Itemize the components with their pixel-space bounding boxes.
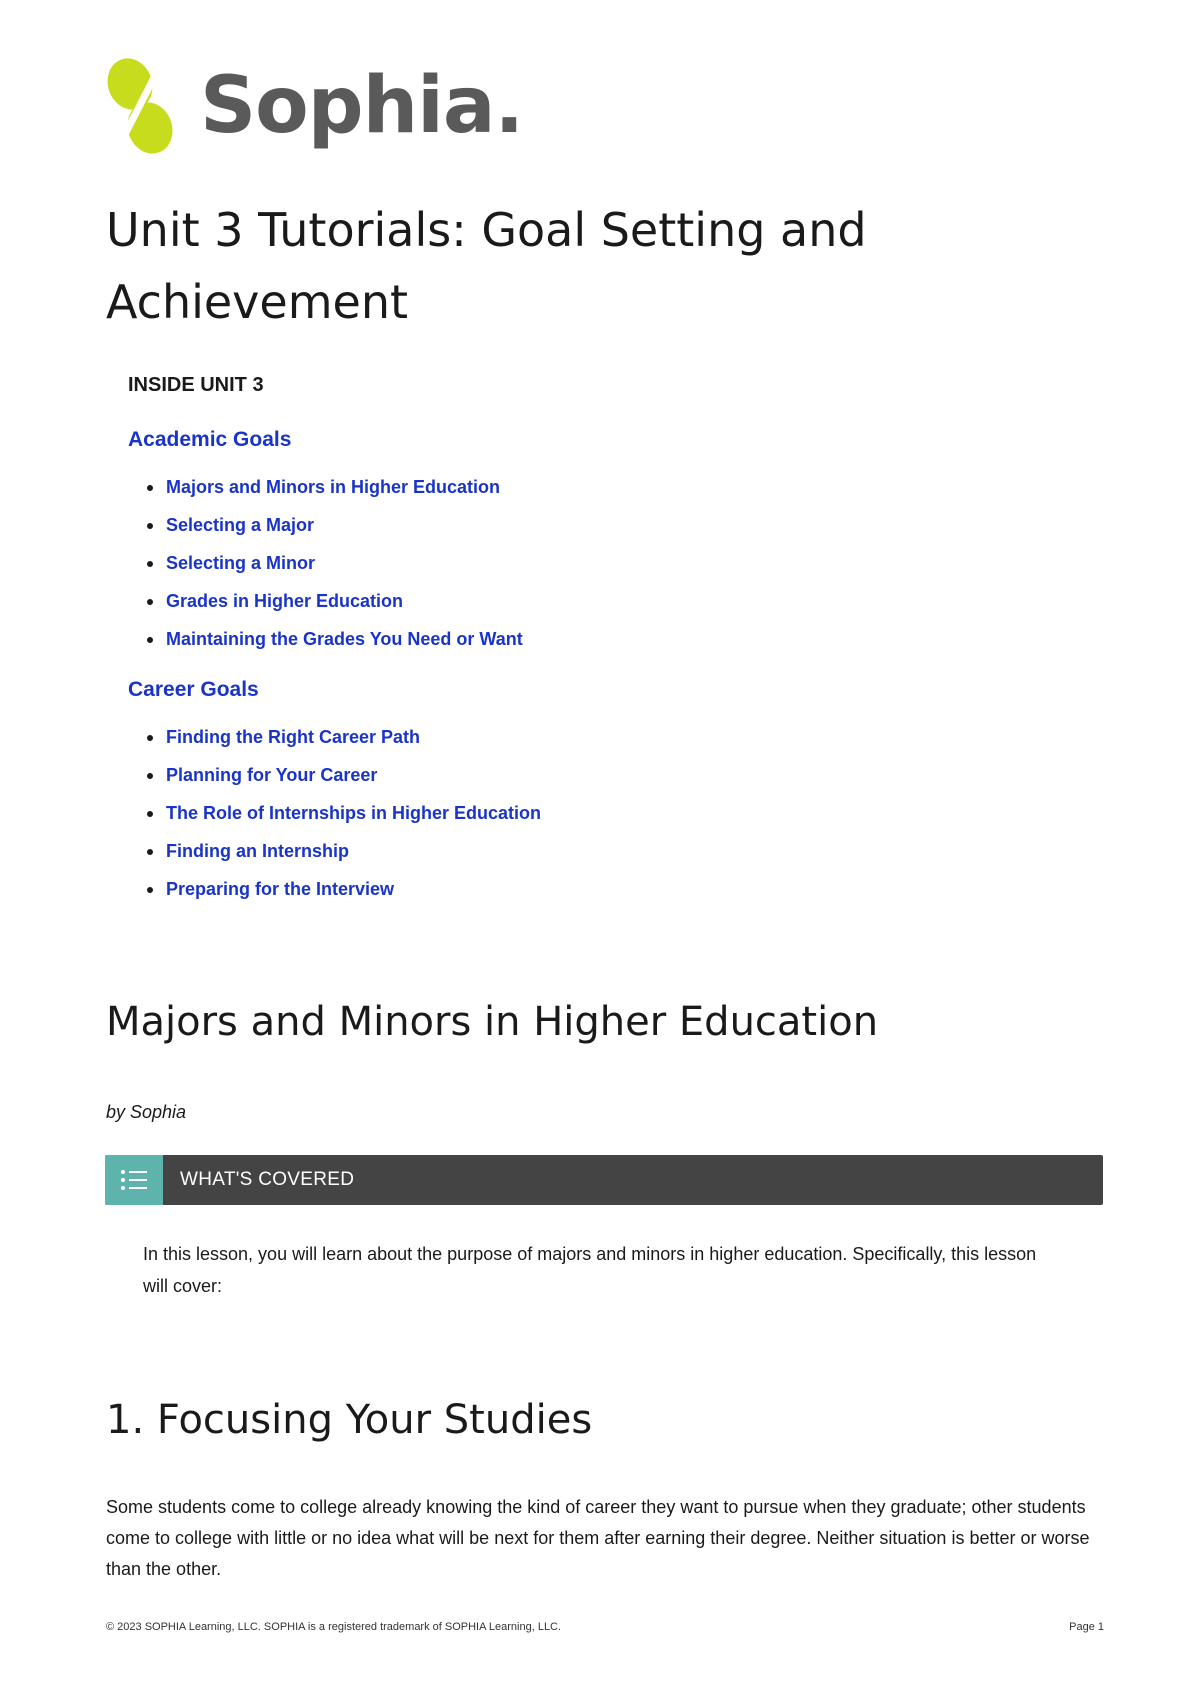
toc-list-academic [128, 468, 928, 658]
toc-section-career-goals[interactable]: Career Goals [128, 678, 259, 701]
toc-link[interactable]: Maintaining the Grades You Need or Want [128, 620, 928, 658]
toc-link[interactable]: Finding an Internship [128, 832, 928, 870]
toc-link[interactable]: Preparing for the Interview [128, 870, 928, 908]
list-icon [105, 1155, 163, 1205]
lesson-title: Majors and Minors in Higher Education [106, 999, 879, 1045]
byline: by Sophia [106, 1102, 187, 1122]
sophia-logo-text: Sophia. [200, 61, 524, 151]
footer-page-number: Page 1 [1069, 1621, 1104, 1633]
whats-covered-label: WHAT'S COVERED [180, 1169, 355, 1190]
sophia-logo-icon [104, 56, 176, 156]
toc-list-career [128, 718, 928, 908]
toc-link[interactable]: Selecting a Minor [128, 544, 928, 582]
unit-toc [128, 372, 928, 908]
toc-link[interactable]: Planning for Your Career [128, 756, 928, 794]
toc-heading: INSIDE UNIT 3 [128, 374, 264, 396]
page-title: Unit 3 Tutorials: Goal Setting and Achievement [106, 203, 867, 329]
section-paragraph: Some students come to college already knowing the kind of career they want to pursue when they graduate; other students come to college with little or no idea what will be next for them after earning their degree. Neither situation is better or worse than the other. [106, 1497, 1090, 1579]
whats-covered-bar [105, 1155, 1103, 1205]
toc-link[interactable]: Selecting a Major [128, 506, 928, 544]
covered-text: In this lesson, you will learn about the purpose of majors and minors in higher education. Specifically, this lesson will cover: [143, 1244, 1037, 1296]
section-title: 1. Focusing Your Studies [106, 1397, 593, 1443]
sophia-logo [104, 56, 523, 156]
footer-copyright: © 2023 SOPHIA Learning, LLC. SOPHIA is a registered trademark of SOPHIA Learning, LLC. [106, 1621, 562, 1633]
toc-link[interactable]: Majors and Minors in Higher Education [128, 468, 928, 506]
toc-section-academic-goals[interactable]: Academic Goals [128, 428, 292, 451]
toc-link[interactable]: Grades in Higher Education [128, 582, 928, 620]
toc-link[interactable]: Finding the Right Career Path [128, 718, 928, 756]
toc-link[interactable]: The Role of Internships in Higher Education [128, 794, 928, 832]
